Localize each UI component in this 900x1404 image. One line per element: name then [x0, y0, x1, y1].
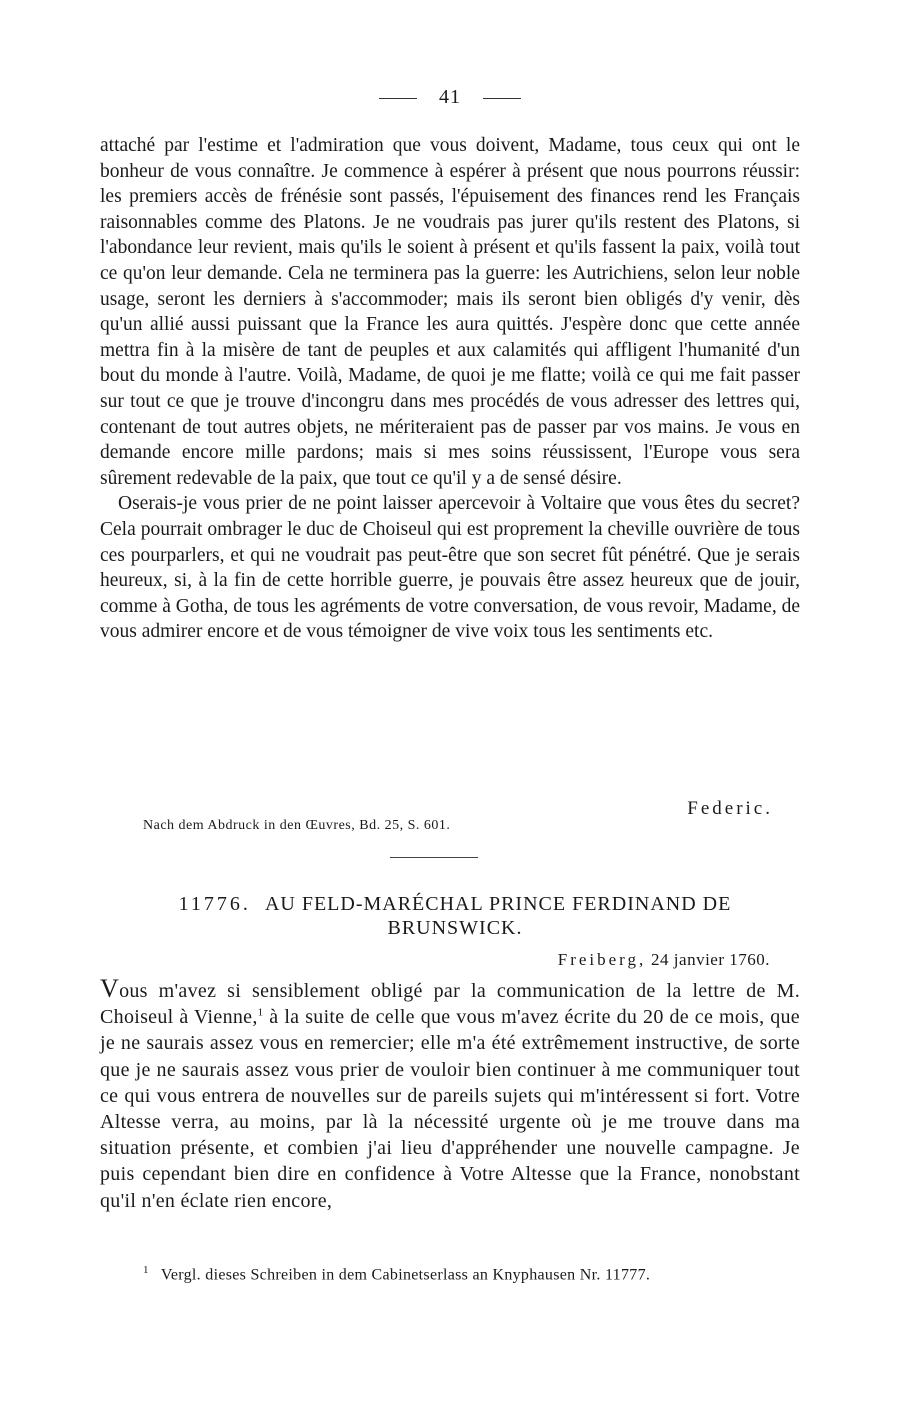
header-dash-left [379, 98, 417, 99]
page-number: 41 [439, 86, 461, 108]
dateline-date: 24 janvier 1760. [651, 950, 770, 969]
dropcap: V [100, 974, 120, 1003]
page-header [0, 86, 900, 109]
paragraph-3 [100, 976, 800, 1214]
letter-body-2 [100, 976, 800, 1214]
dateline-place: Freiberg, [557, 950, 647, 969]
header-dash-right [483, 98, 521, 99]
paragraph-3-part2: à la suite de celle que vous m'avez écrite du 20 de ce mois, que je ne saurais assez vous en remercier; elle m'a été extrêmement instructive, de sorte que je ne saurais assez vous prier de vouloir bien continuer à me communiquer tout ce qui vous entrera de nouvelles sur de pareils sujets qui m'intéressent si fort. Votre Altesse verra, au moins, par là la nécessité urgente où je me trouve dans ma situation présente, et combien j'ai lieu d'appréhender une nouvelle campagne. Je puis cependant bien dire en confidence à Votre Altesse que la France, nonobstant qu'il n'en éclate rien encore, [100, 1006, 800, 1212]
paragraph-1: attaché par l'estime et l'admiration que vous doivent, Madame, tous ceux qui ont le bonheur de vous connaître. Je commence à espérer à présent que nous pourrons réussir: les premiers accès de frénésie sont passés, l'épuisement des finances rend les Français raisonnables comme des Platons. Je ne voudrais pas jurer qu'ils restent des Platons, si l'abondance leur revient, mais qu'ils le soient à présent et qu'ils fassent la paix, voilà tout ce qu'on leur demande. Cela ne terminera pas la guerre: les Autrichiens, selon leur noble usage, seront les derniers à s'accommoder; mais ils seront bien obligés d'y venir, dès qu'un allié aussi puissant que la France les aura quittés. J'espère donc que cette année mettra fin à la misère de tant de peuples et aux calamités qui affligent l'humanité d'un bout du monde à l'autre. Voilà, Madame, de quoi je me flatte; voilà ce qui me fait passer sur tout ce que je trouve d'incongru dans mes procédés de vous adresser des lettres qui, contenant de tout autres objets, ne mériteraient pas de passer par vos mains. Je vous en demande encore mille pardons; mais si mes soins réussissent, l'Europe vous sera sûrement redevable de la paix, que tout ce qu'il y a de sensé désire. [100, 135, 800, 489]
letter-heading [155, 892, 755, 940]
section-divider [390, 857, 478, 858]
footnote-reference[interactable]: 1 [257, 1006, 264, 1019]
source-note: Nach dem Abdruck in den Œuvres, Bd. 25, S. 601. [143, 818, 451, 833]
signature: Federic. [687, 798, 773, 819]
footnote-text: Vergl. dieses Schreiben in dem Cabinetserlass an Knyphausen Nr. 11777. [160, 1266, 651, 1284]
paragraph-3-part1: ous m'avez si sensiblement obligé par la communication de la lettre de M. Choiseul à Vienne, [100, 980, 800, 1029]
letter-number: 11776. [178, 893, 251, 915]
footnote-mark: 1 [143, 1264, 149, 1276]
letter-body-1 [100, 133, 800, 645]
dateline [558, 950, 770, 970]
letter-title: AU FELD-MARÉCHAL PRINCE FERDINAND DE BRUNSWICK. [264, 893, 732, 939]
paragraph-2: Oserais-je vous prier de ne point laisser apercevoir à Voltaire que vous êtes du secret? Cela pourrait ombrager le duc de Choiseul qui est proprement la cheville ouvrière de tous ces pourparlers, et qui ne voudrait pas peut-être que son secret fût pénétré. Que je serais heureux, si, à la fin de cette horrible guerre, je pouvais être assez heureux que de jouir, comme à Gotha, de tous les agréments de votre conversation, de vous revoir, Madame, de vous admirer encore et de vous témoigner de vive voix tous les sentiments etc. [100, 493, 800, 643]
footnote [143, 1264, 650, 1284]
